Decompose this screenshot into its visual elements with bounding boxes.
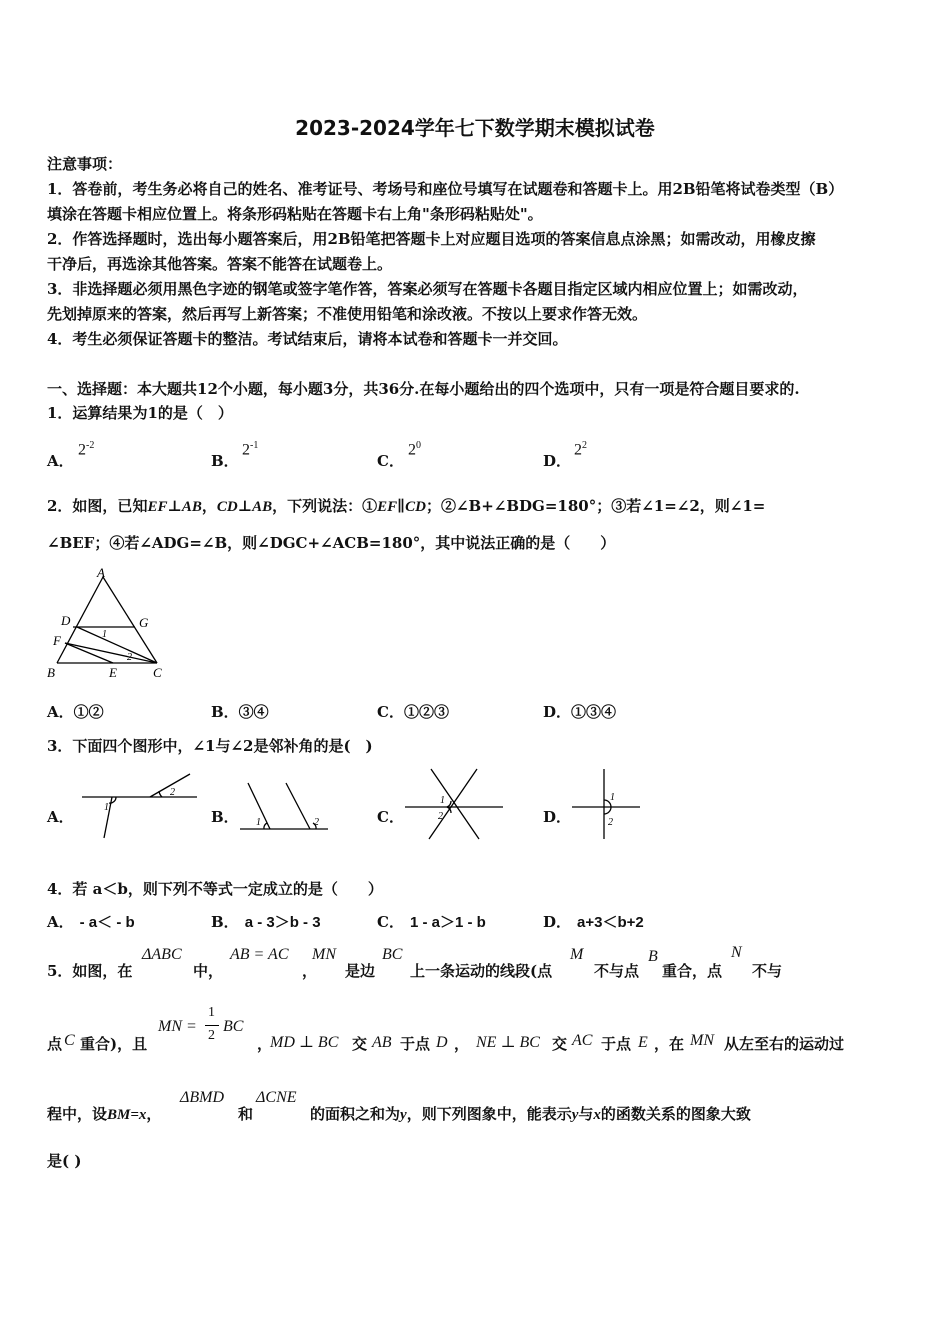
q5-frac-num: 1 <box>208 1005 215 1020</box>
q5-math-bc: BC <box>382 946 403 963</box>
q5-intro: 5．如图，在 <box>47 962 133 980</box>
q5-math-c: C <box>64 1032 75 1049</box>
q3-stem: 3．下面四个图形中，∠1与∠2是邻补角的是( ) <box>47 737 373 755</box>
notice-line: 2．作答选择题时，选出每小题答案后，用2B铅笔把答题卡上对应题目选项的答案信息点涂黑；如需改动，用橡皮擦 <box>47 230 816 248</box>
q5-math-ac: AC <box>572 1032 593 1049</box>
notice-line: 干净后，再选涂其他答案。答案不能答在试题卷上。 <box>47 255 393 273</box>
fig-label-g: G <box>139 615 149 630</box>
q3-figure-a <box>82 770 197 840</box>
notice-line: 3．非选择题必须用黑色字迹的钢笔或签字笔作答，答案必须写在答题卡各题目指定区域内相应位置上；如需改动， <box>47 280 808 298</box>
q5-math-cne: ΔCNE <box>256 1089 297 1106</box>
svg-text:2: 2 <box>608 817 613 828</box>
notice-line: 先划掉原来的答案，然后再写上新答案；不准使用铅笔和涂改液。不按以上要求作答无效。 <box>47 305 648 323</box>
q5-math-md-perp: MD ⊥ BC <box>270 1034 339 1051</box>
q5-math-bc2: BC <box>223 1018 244 1035</box>
fig-label-a: A <box>97 565 105 580</box>
q5-math-mn3: MN <box>690 1032 714 1049</box>
q1-option-c-expr: $2^0$ <box>408 440 421 459</box>
svg-text:1: 1 <box>104 802 109 813</box>
q1-stem: 1．运算结果为1的是（ ） <box>47 404 233 422</box>
q3-figure-b <box>238 775 333 835</box>
q2-option-d: D．①③④ <box>543 703 617 721</box>
q1-option-b-label: B． <box>211 452 239 470</box>
fig-angle-1: 1 <box>102 629 107 640</box>
q5-math-m: M <box>570 946 584 963</box>
q4-option-d: D． a+3＜b+2 <box>543 913 644 931</box>
svg-text:2: 2 <box>314 817 319 828</box>
q5-math-d: D <box>436 1034 448 1051</box>
q2-line1: 2．如图，已知EF⊥AB，CD⊥AB，下列说法：①EF∥CD；②∠B+∠BDG=180°；③若∠1=∠2，则∠1= <box>47 497 766 515</box>
q3-option-d-label: D． <box>543 808 572 826</box>
q5-math-b: B <box>648 948 658 965</box>
q1-option-a-expr: $2^{-2}$ <box>78 440 95 459</box>
q2-option-c: C．①②③ <box>377 703 449 721</box>
q5-math-mn: MN <box>312 946 336 963</box>
q1-option-d-label: D． <box>543 452 572 470</box>
q5-math-ab: AB <box>372 1034 392 1051</box>
q4-option-a: A． - a＜ - b <box>47 913 135 931</box>
q4-option-c: C． 1 - a＞1 - b <box>377 913 486 931</box>
fig-label-e: E <box>109 665 117 680</box>
q5-line4: 是( ) <box>47 1152 82 1170</box>
notice-line: 填涂在答题卡相应位置上。将条形码粘贴在答题卡右上角"条形码粘贴处"。 <box>47 205 543 223</box>
notice-line: 1．答卷前，考生务必将自己的姓名、准考证号、考场号和座位号填写在试题卷和答题卡上。用2B铅笔将试卷类型（B） <box>47 180 844 198</box>
q5-math-ne-perp: NE ⊥ BC <box>476 1034 540 1051</box>
q3-figure-c <box>405 767 505 842</box>
q3-option-c-label: C． <box>377 808 404 826</box>
notice-heading: 注意事项： <box>47 155 123 173</box>
q5-math-e: E <box>638 1034 648 1051</box>
notice-line: 4．考生必须保证答题卡的整洁。考试结束后，请将本试卷和答题卡一并交回。 <box>47 330 568 348</box>
q5-math-bmd: ΔBMD <box>180 1089 225 1106</box>
page-title: 2023-2024学年七下数学期末模拟试卷 <box>295 116 655 140</box>
q2-triangle-figure <box>47 565 177 685</box>
q1-option-d-expr: $2^2$ <box>574 440 587 459</box>
q5-frac-bar <box>205 1025 219 1026</box>
q1-option-a-label: A． <box>47 452 74 470</box>
q5-frac-den: 2 <box>208 1028 215 1043</box>
q5-math-n: N <box>731 944 742 961</box>
q1-option-c-label: C． <box>377 452 404 470</box>
fig-label-b: B <box>47 665 55 680</box>
fig-label-c: C <box>153 665 162 680</box>
q3-option-a-label: A． <box>47 808 74 826</box>
q5-math-abc: ΔABC <box>142 946 182 963</box>
q5-math-ab-eq-ac: AB = AC <box>230 946 289 963</box>
q3-figure-d <box>570 767 645 842</box>
q3-option-b-label: B． <box>211 808 239 826</box>
section-heading: 一、选择题：本大题共12个小题，每小题3分，共36分.在每小题给出的四个选项中，只有一项是符合题目要求的. <box>47 380 800 398</box>
q5-line3-rest: 的面积之和为y，则下列图象中，能表示y与x的函数关系的图象大致 <box>310 1105 751 1123</box>
q4-stem: 4．若 a＜b，则下列不等式一定成立的是（ ） <box>47 880 383 898</box>
fig-angle-2: 2 <box>127 652 132 663</box>
q2-line2: ∠BEF；④若∠ADG=∠B，则∠DGC+∠ACB=180°，其中说法正确的是（ ） <box>47 534 616 552</box>
q5-line3: 程中，设BM=x， <box>47 1105 162 1123</box>
svg-text:1: 1 <box>610 792 615 803</box>
svg-text:2: 2 <box>438 811 443 822</box>
q2-option-b: B．③④ <box>211 703 269 721</box>
q4-option-b: B． a - 3＞b - 3 <box>211 913 321 931</box>
fig-label-d: D <box>61 613 71 628</box>
svg-text:1: 1 <box>256 817 261 828</box>
q1-option-b-expr: $2^{-1}$ <box>242 440 259 459</box>
svg-text:2: 2 <box>170 787 175 798</box>
q2-option-a: A．①② <box>47 703 104 721</box>
svg-text:1: 1 <box>440 795 445 806</box>
q5-math-mn-eq: MN = <box>158 1018 197 1035</box>
fig-label-f: F <box>53 633 61 648</box>
